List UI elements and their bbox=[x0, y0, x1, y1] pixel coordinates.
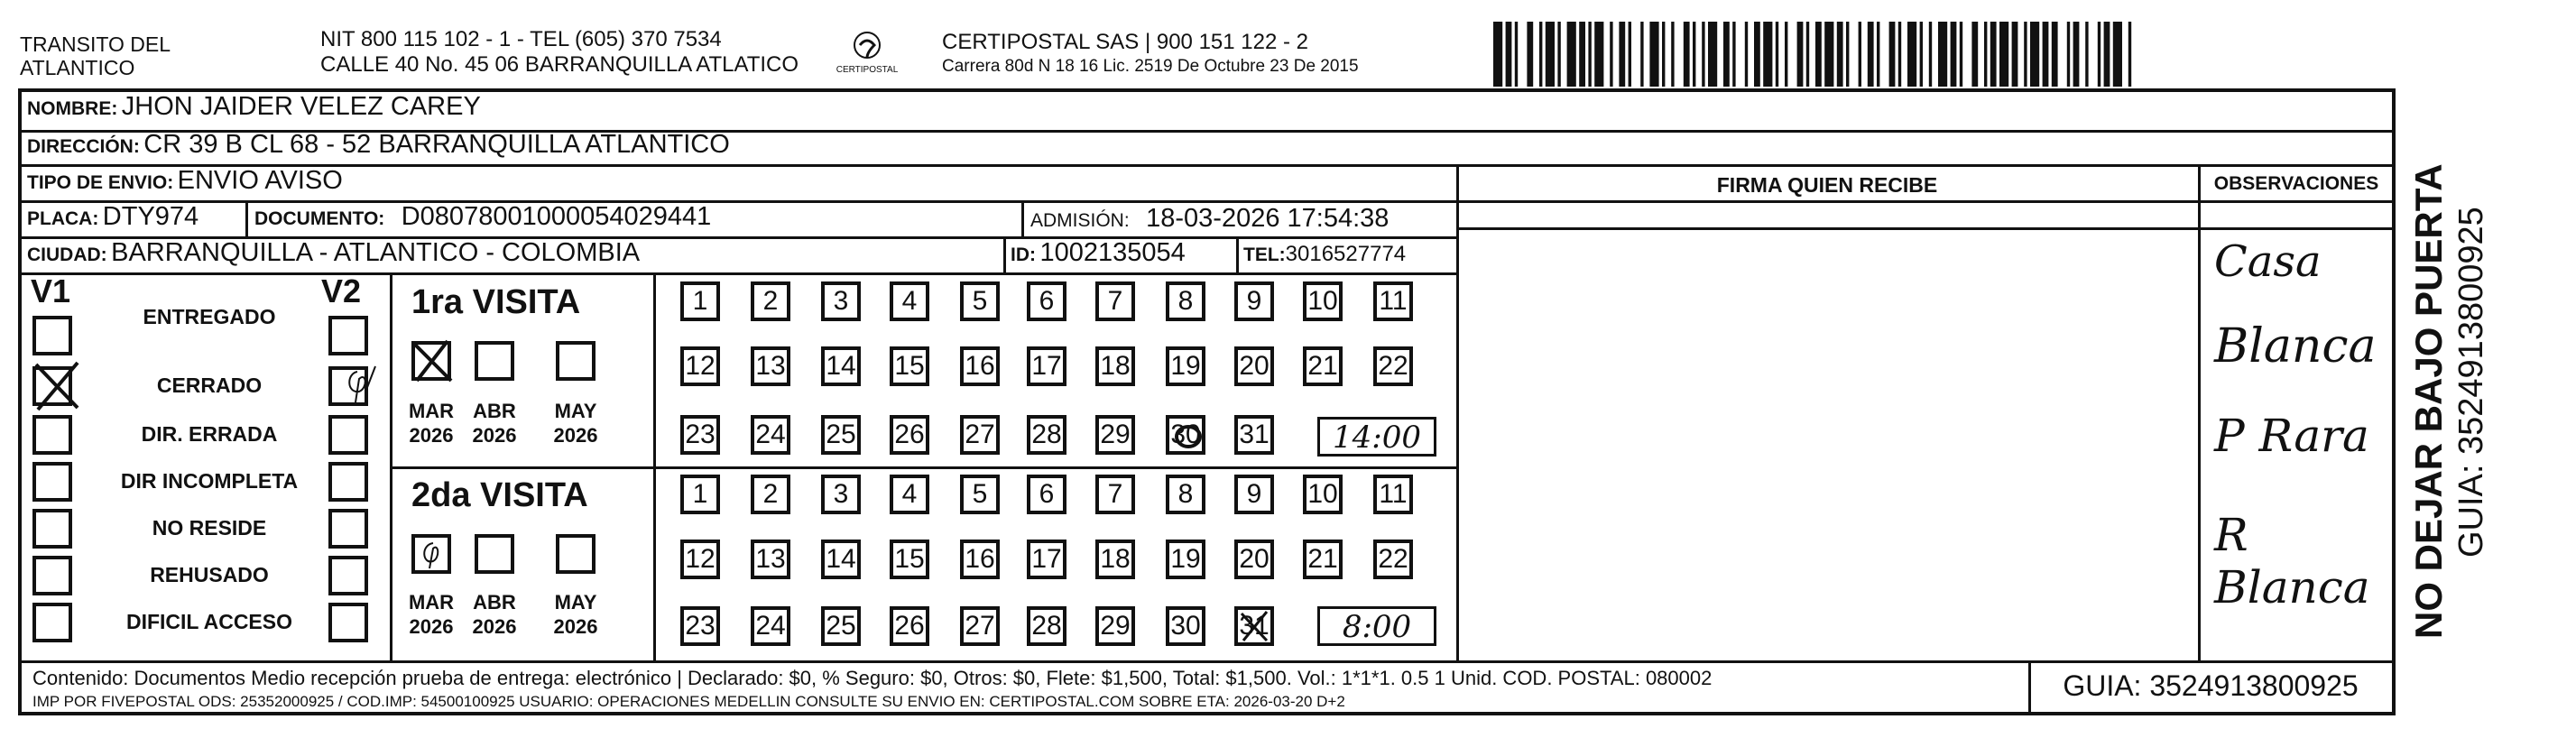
status-label: REHUSADO bbox=[150, 563, 269, 586]
second-visit-day-box[interactable]: 28 bbox=[1027, 606, 1066, 646]
month-label bbox=[467, 399, 522, 447]
second-visit-day-box[interactable]: 21 bbox=[1303, 540, 1343, 579]
second-visit-day-box[interactable]: 31 bbox=[1234, 606, 1274, 646]
courier-line1: CERTIPOSTAL SAS | 900 151 122 - 2 bbox=[942, 30, 1308, 54]
ciudad-value: BARRANQUILLA - ATLANTICO - COLOMBIA bbox=[111, 238, 641, 267]
nit-line: NIT 800 115 102 - 1 - TEL (605) 370 7534 bbox=[320, 27, 722, 51]
month-label bbox=[404, 590, 458, 639]
month-name: ABR bbox=[473, 400, 516, 422]
first-visit-title: 1ra VISITA bbox=[411, 283, 581, 321]
status-label: ENTREGADO bbox=[143, 305, 276, 328]
v1-checkbox[interactable] bbox=[32, 316, 72, 355]
direccion-value: CR 39 B CL 68 - 52 BARRANQUILLA ATLANTICO bbox=[143, 130, 730, 159]
scribble-mark-icon bbox=[411, 534, 451, 574]
second-visit-day-box[interactable]: 7 bbox=[1095, 475, 1135, 514]
second-visit-day-box[interactable]: 5 bbox=[960, 475, 1000, 514]
status-label: DIR. ERRADA bbox=[141, 422, 278, 446]
first-visit-day-box[interactable]: 31 bbox=[1234, 415, 1274, 455]
first-visit-day-box[interactable]: 20 bbox=[1234, 346, 1274, 386]
admision-value: 18-03-2026 17:54:38 bbox=[1146, 204, 1390, 233]
second-visit-day-box[interactable]: 6 bbox=[1027, 475, 1066, 514]
second-visit-day-box[interactable]: 17 bbox=[1027, 540, 1066, 579]
second-visit-day-box[interactable]: 1 bbox=[680, 475, 720, 514]
obs-line-2: Blanca bbox=[2214, 319, 2377, 374]
id-label: ID: bbox=[1011, 244, 1036, 265]
certipostal-logo bbox=[826, 27, 908, 81]
footer-imp-line: IMP POR FIVEPOSTAL ODS: 25352000925 / COD.IMP: 54500100925 USUARIO: OPERACIONES MEDELLIN CONSULTE SU ENVIO EN: CERTIPOSTAL.COM SOBRE ETA: 2026-03-20 D+2 bbox=[32, 693, 1345, 710]
first-visit-day-box[interactable]: 8 bbox=[1166, 281, 1205, 321]
first-visit-day-box[interactable]: 21 bbox=[1303, 346, 1343, 386]
first-visit-day-box[interactable]: 9 bbox=[1234, 281, 1274, 321]
second-visit-day-box[interactable]: 15 bbox=[890, 540, 929, 579]
second-visit-day-box[interactable]: 26 bbox=[890, 606, 929, 646]
v1-checkbox[interactable] bbox=[32, 603, 72, 642]
admision-cell bbox=[1030, 204, 1389, 234]
second-visit-day-box[interactable]: 3 bbox=[821, 475, 861, 514]
first-visit-day-box[interactable]: 23 bbox=[680, 415, 720, 455]
month-name: MAR bbox=[408, 400, 455, 422]
month-year: 2026 bbox=[472, 615, 517, 638]
first-visit-day-box[interactable]: 15 bbox=[890, 346, 929, 386]
month-checkbox[interactable] bbox=[475, 534, 514, 574]
documento-label: DOCUMENTO: bbox=[254, 208, 385, 229]
second-visit-day-box[interactable]: 23 bbox=[680, 606, 720, 646]
month-label bbox=[549, 399, 603, 447]
org-name-line1: TRANSITO DEL bbox=[20, 32, 171, 56]
first-visit-day-box[interactable]: 27 bbox=[960, 415, 1000, 455]
logo-text: CERTIPOSTAL bbox=[836, 65, 899, 75]
first-visit-day-box[interactable]: 26 bbox=[890, 415, 929, 455]
first-visit-day-box[interactable]: 1 bbox=[680, 281, 720, 321]
documento-value: D08078001000054029441 bbox=[401, 202, 712, 231]
month-checkbox[interactable] bbox=[556, 534, 596, 574]
org-name-line2: ATLANTICO bbox=[20, 56, 135, 79]
footer-guia: GUIA: 3524913800925 bbox=[2063, 669, 2359, 702]
admision-label: ADMISIÓN: bbox=[1030, 210, 1130, 231]
second-visit-day-box[interactable]: 22 bbox=[1373, 540, 1413, 579]
tel-label: TEL: bbox=[1243, 244, 1286, 265]
second-visit-time: 8:00 bbox=[1317, 606, 1436, 646]
first-visit-day-box[interactable]: 12 bbox=[680, 346, 720, 386]
placa-label: PLACA: bbox=[27, 208, 99, 229]
month-year: 2026 bbox=[409, 424, 454, 447]
cross-mark-icon bbox=[1234, 606, 1274, 646]
cross-mark-icon bbox=[31, 359, 85, 413]
second-visit-day-box[interactable]: 30 bbox=[1166, 606, 1205, 646]
nombre-row bbox=[27, 92, 481, 122]
ciudad-cell bbox=[27, 238, 640, 268]
month-label bbox=[467, 590, 522, 639]
v1-checkbox[interactable] bbox=[32, 556, 72, 595]
side-warning: NO DEJAR BAJO PUERTA bbox=[2407, 163, 2450, 639]
month-year: 2026 bbox=[472, 424, 517, 447]
scribble-mark-icon bbox=[339, 363, 393, 408]
second-visit-day-box[interactable]: 8 bbox=[1166, 475, 1205, 514]
nombre-value: JHON JAIDER VELEZ CAREY bbox=[121, 92, 481, 121]
address-line: CALLE 40 No. 45 06 BARRANQUILLA ATLATICO bbox=[320, 52, 799, 77]
direccion-row bbox=[27, 130, 730, 160]
month-year: 2026 bbox=[409, 615, 454, 638]
scribble-mark-icon bbox=[1166, 419, 1211, 455]
second-visit-day-box[interactable]: 9 bbox=[1234, 475, 1274, 514]
firma-header: FIRMA QUIEN RECIBE bbox=[1716, 173, 1938, 197]
obs-line-4: R Blanca bbox=[2214, 509, 2370, 613]
barcode bbox=[1493, 22, 2350, 87]
second-visit-day-box[interactable]: 2 bbox=[751, 475, 790, 514]
first-visit-day-box[interactable]: 7 bbox=[1095, 281, 1135, 321]
tipo-envio-value: ENVIO AVISO bbox=[177, 166, 343, 195]
ciudad-label: CIUDAD: bbox=[27, 244, 107, 265]
first-visit-day-box[interactable]: 30 bbox=[1166, 415, 1205, 455]
second-visit-day-box[interactable]: 14 bbox=[821, 540, 861, 579]
observations-notes bbox=[2214, 236, 2386, 613]
first-visit-day-box[interactable]: 11 bbox=[1373, 281, 1413, 321]
first-visit-day-box[interactable]: 19 bbox=[1166, 346, 1205, 386]
first-visit-day-box[interactable]: 17 bbox=[1027, 346, 1066, 386]
second-visit-day-box[interactable]: 11 bbox=[1373, 475, 1413, 514]
documento-cell bbox=[254, 202, 711, 232]
second-visit-day-box[interactable]: 4 bbox=[890, 475, 929, 514]
placa-value: DTY974 bbox=[102, 202, 199, 231]
month-name: MAY bbox=[554, 400, 597, 422]
second-visit-day-box[interactable]: 27 bbox=[960, 606, 1000, 646]
first-visit-day-box[interactable]: 3 bbox=[821, 281, 861, 321]
second-visit-day-box[interactable]: 25 bbox=[821, 606, 861, 646]
v1-label: V1 bbox=[31, 272, 71, 309]
status-label: DIFICIL ACCESO bbox=[125, 610, 292, 633]
month-name: MAY bbox=[554, 591, 597, 613]
month-checkbox[interactable] bbox=[556, 341, 596, 381]
observaciones-header: OBSERVACIONES bbox=[2213, 173, 2379, 194]
month-label bbox=[404, 399, 458, 447]
v2-label: V2 bbox=[321, 272, 362, 309]
v1-checkbox[interactable] bbox=[32, 462, 72, 502]
direccion-label: DIRECCIÓN: bbox=[27, 136, 140, 157]
cross-mark-icon bbox=[408, 336, 458, 386]
first-visit-day-box[interactable]: 24 bbox=[751, 415, 790, 455]
month-name: MAR bbox=[408, 591, 455, 613]
second-visit-day-box[interactable]: 19 bbox=[1166, 540, 1205, 579]
obs-line-3: P Rara bbox=[2214, 410, 2369, 462]
second-visit-day-box[interactable]: 20 bbox=[1234, 540, 1274, 579]
first-visit-day-box[interactable]: 13 bbox=[751, 346, 790, 386]
month-year: 2026 bbox=[553, 424, 598, 447]
first-visit-day-box[interactable]: 6 bbox=[1027, 281, 1066, 321]
second-visit-title: 2da VISITA bbox=[411, 476, 588, 514]
second-visit-day-box[interactable]: 18 bbox=[1095, 540, 1135, 579]
month-label bbox=[549, 590, 603, 639]
month-checkbox[interactable] bbox=[475, 341, 514, 381]
side-guia: GUIA: 3524913800925 bbox=[2452, 207, 2490, 558]
second-visit-day-box[interactable]: 12 bbox=[680, 540, 720, 579]
tel-value: 3016527774 bbox=[1285, 242, 1407, 266]
nombre-label: NOMBRE: bbox=[27, 98, 118, 119]
status-label: DIR INCOMPLETA bbox=[120, 469, 299, 493]
placa-cell bbox=[27, 202, 199, 232]
second-visit-day-box[interactable]: 13 bbox=[751, 540, 790, 579]
month-name: ABR bbox=[473, 591, 516, 613]
delivery-form bbox=[18, 88, 2396, 715]
footer-content-line: Contenido: Documentos Medio recepción prueba de entrega: electrónico | Declarado: $0, % Seguro: $0, Otros: $0, Flete: $1,500, Total: $1,500. Vol.: 1*1*1. 0.5 1 Unid. COD. POSTAL: 080002 bbox=[32, 667, 1713, 689]
first-visit-day-box[interactable]: 10 bbox=[1303, 281, 1343, 321]
first-visit-day-box[interactable]: 4 bbox=[890, 281, 929, 321]
tipo-envio-row bbox=[27, 166, 343, 196]
first-visit-day-box[interactable]: 5 bbox=[960, 281, 1000, 321]
second-visit-day-box[interactable]: 16 bbox=[960, 540, 1000, 579]
tipo-envio-label: TIPO DE ENVIO: bbox=[27, 172, 174, 193]
first-visit-day-box[interactable]: 16 bbox=[960, 346, 1000, 386]
org-contact bbox=[320, 27, 799, 78]
v1-checkbox[interactable] bbox=[32, 415, 72, 455]
first-visit-day-box[interactable]: 22 bbox=[1373, 346, 1413, 386]
id-cell bbox=[1011, 238, 1186, 268]
month-year: 2026 bbox=[553, 615, 598, 638]
first-visit-day-box[interactable]: 29 bbox=[1095, 415, 1135, 455]
tel-cell bbox=[1243, 242, 1406, 267]
first-visit-day-box[interactable]: 28 bbox=[1027, 415, 1066, 455]
second-visit-day-box[interactable]: 10 bbox=[1303, 475, 1343, 514]
first-visit-day-box[interactable]: 14 bbox=[821, 346, 861, 386]
courier-line2: Carrera 80d N 18 16 Lic. 2519 De Octubre 23 De 2015 bbox=[942, 57, 1359, 76]
first-visit-day-box[interactable]: 2 bbox=[751, 281, 790, 321]
courier-info bbox=[942, 29, 1359, 78]
status-label: NO RESIDE bbox=[152, 516, 267, 540]
org-name bbox=[20, 32, 171, 79]
second-visit-day-box[interactable]: 29 bbox=[1095, 606, 1135, 646]
status-label: CERRADO bbox=[156, 374, 263, 397]
v1-checkbox[interactable] bbox=[32, 509, 72, 549]
first-visit-time: 14:00 bbox=[1317, 417, 1436, 457]
second-visit-day-box[interactable]: 24 bbox=[751, 606, 790, 646]
first-visit-day-box[interactable]: 25 bbox=[821, 415, 861, 455]
id-value: 1002135054 bbox=[1039, 238, 1186, 267]
obs-line-1: Casa bbox=[2214, 236, 2322, 287]
first-visit-day-box[interactable]: 18 bbox=[1095, 346, 1135, 386]
